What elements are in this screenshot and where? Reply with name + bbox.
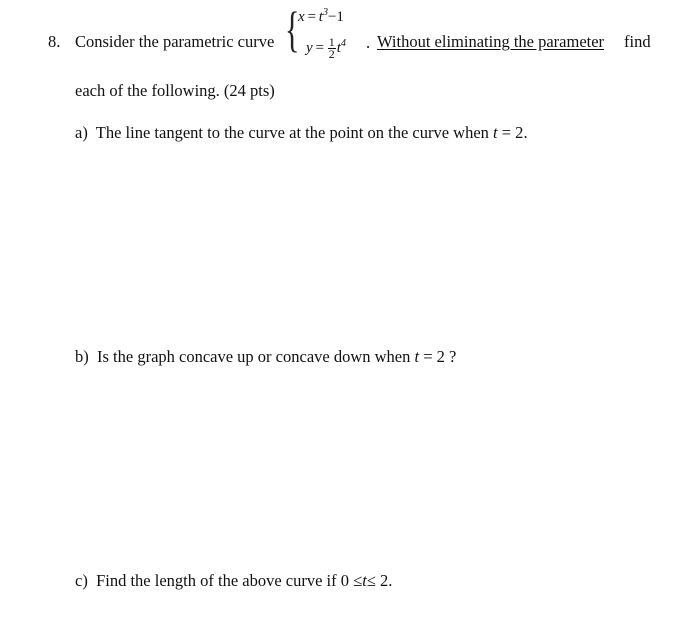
problem-intro: Consider the parametric curve [75, 32, 275, 51]
instruction-underlined: Without eliminating the parameter [377, 32, 605, 51]
part-c: c) Find the length of the above curve if 0 ≤t≤ 2. [75, 571, 393, 590]
left-brace: { [285, 1, 300, 57]
part-text: Is the graph concave up or concave down when [97, 347, 411, 366]
problem-line-2: each of the following. (24 pts) [75, 81, 275, 100]
part-text: The line tangent to the curve at the point on the curve when [95, 123, 489, 142]
part-label: c) [75, 571, 88, 590]
part-a: a) The line tangent to the curve at the point on the curve when t = 2. [75, 123, 528, 142]
equation-y: y = $\frac{1}{2}$ $t^4$ [306, 35, 346, 61]
problem-number: 8. [48, 32, 61, 51]
equation-period: . [366, 33, 371, 52]
part-b: b) Is the graph concave up or concave down when t = 2 ? [75, 347, 457, 366]
part-label: b) [75, 347, 89, 366]
part-label: a) [75, 123, 88, 142]
part-text: Find the length of the above curve if [96, 571, 337, 590]
fraction-one-half: $\frac{1}{2}$ [328, 35, 335, 61]
equation-x: $x = t^3-1$ [298, 7, 344, 25]
instruction-rest: find [624, 32, 651, 51]
